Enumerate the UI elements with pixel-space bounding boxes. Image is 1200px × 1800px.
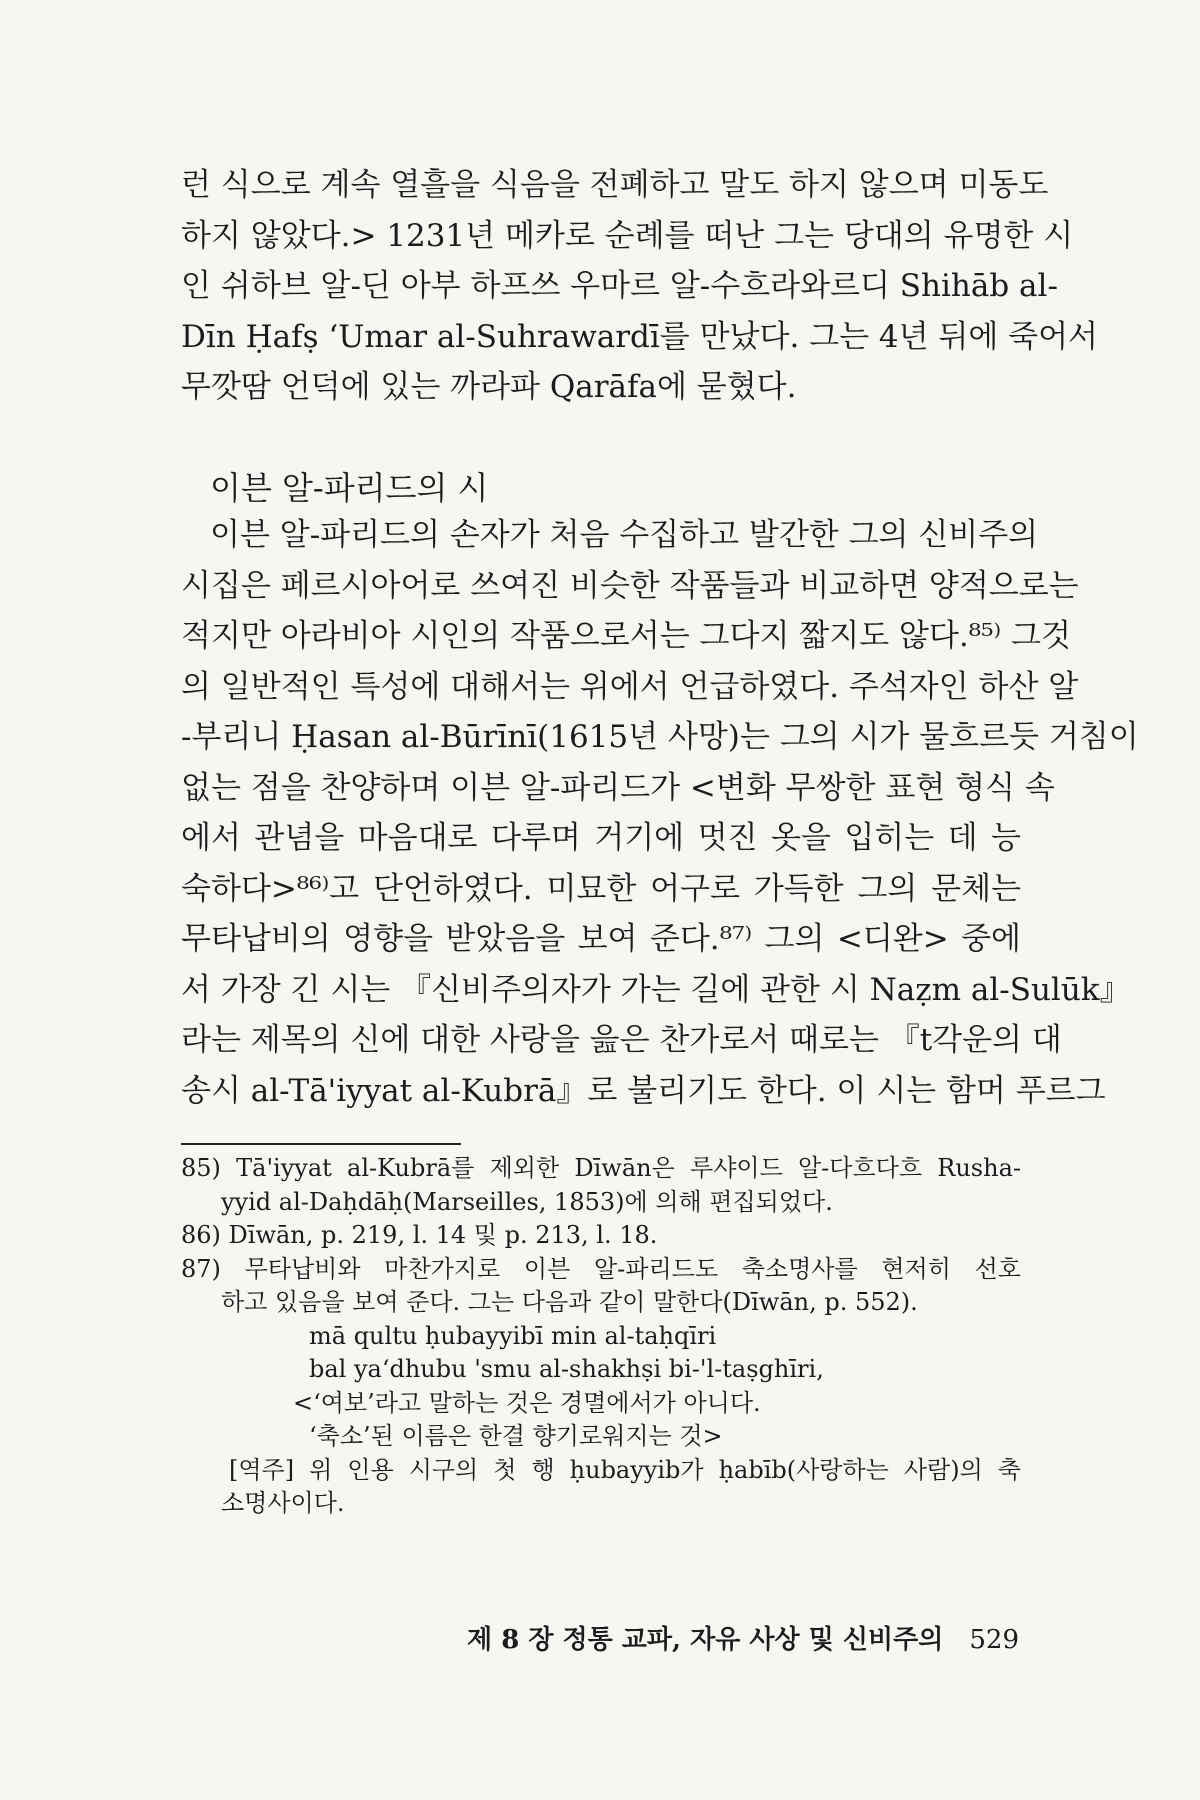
running-footer xyxy=(467,1620,1019,1660)
text-line: 숙하다>⁸⁶⁾고 단언하였다. 미묘한 어구로 가득한 그의 문체는 xyxy=(181,870,1021,907)
text-line: 시집은 페르시아어로 쓰여진 비슷한 작품들과 비교하면 양적으로는 xyxy=(181,567,1079,604)
quoted-verse-line: mā qultu ḥubayyibī min al-taḥqīri xyxy=(309,1321,717,1350)
text-line: Dīn Ḥafṣ ‘Umar al-Suhrawardī를 만났다. 그는 4년 뒤에 죽어서 xyxy=(181,318,1099,355)
translator-note-continued: 소명사이다. xyxy=(221,1489,345,1517)
section-heading: 이븐 알-파리드의 시 xyxy=(210,469,489,507)
body-paragraph-top xyxy=(181,160,1099,413)
text-line: -부리니 Ḥasan al-Būrīnī(1615년 사망)는 그의 시가 물흐르듯 거침이 xyxy=(181,719,1139,755)
body-paragraph-main xyxy=(181,510,1139,1116)
quoted-verse-line: bal ya‘dhubu 'smu al-shakhṣi bi-'l-taṣghīri, xyxy=(309,1355,824,1383)
text-line: 무타납비의 영향을 받았음을 보여 준다.⁸⁷⁾ 그의 <디완> 중에 xyxy=(181,921,1021,957)
text-line: 하지 않았다.> 1231년 메카로 순례를 떠난 그는 당대의 유명한 시 xyxy=(181,217,1074,254)
translator-note: [역주] 위 인용 시구의 첫 행 ḥubayyib가 ḥabīb(사랑하는 사람)의 축 xyxy=(229,1455,1021,1484)
footnote-85: 85) Tā'iyyat al-Kubrā를 제외한 Dīwān은 루샤이드 알-다흐다흐 Rusha- xyxy=(181,1154,1021,1182)
chapter-title: 제 8 장 정통 교파, 자유 사상 및 신비주의 xyxy=(467,1625,944,1655)
verse-translation-line: ‘축소’된 이름은 한결 향기로워지는 것> xyxy=(309,1422,723,1450)
text-line: 런 식으로 계속 열흘을 식음을 전폐하고 말도 하지 않으며 미동도 xyxy=(181,167,1049,203)
text-line: 인 쉬하브 알-딘 아부 하프쓰 우마르 알-수흐라와르디 Shihāb al- xyxy=(181,268,1058,304)
footnote-87: 87) 무타납비와 마찬가지로 이븐 알-파리드도 축소명사를 현저히 선호 xyxy=(181,1254,1021,1283)
footnotes xyxy=(181,1152,1021,1521)
page-number: 529 xyxy=(969,1625,1019,1655)
footnote-divider xyxy=(181,1143,461,1145)
text-line: 서 가장 긴 시는 『신비주의자가 가는 길에 관한 시 Naẓm al-Sulūk』 xyxy=(181,971,1131,1008)
footnote-85-continued: yyid al-Daḥdāḥ(Marseilles, 1853)에 의해 편집되었다. xyxy=(221,1187,833,1216)
text-line: 라는 제목의 신에 대한 사랑을 읊은 찬가로서 때로는 『t각운의 대 xyxy=(181,1022,1062,1058)
footnote-87-continued: 하고 있음을 보여 준다. 그는 다음과 같이 말한다(Dīwān, p. 552). xyxy=(221,1288,918,1316)
text-line: 에서 관념을 마음대로 다루며 거기에 멋진 옷을 입히는 데 능 xyxy=(181,820,1021,856)
text-line: 무깟땀 언덕에 있는 까라파 Qarāfa에 묻혔다. xyxy=(181,369,797,405)
text-line: 이븐 알-파리드의 손자가 처음 수집하고 발간한 그의 신비주의 xyxy=(210,517,1039,553)
footnote-86: 86) Dīwān, p. 219, l. 14 및 p. 213, l. 18. xyxy=(181,1221,658,1249)
text-line: 송시 al-Tā'iyyat al-Kubrā』로 불리기도 한다. 이 시는 함머 푸르그 xyxy=(181,1072,1106,1109)
text-line: 의 일반적인 특성에 대해서는 위에서 언급하였다. 주석자인 하산 알 xyxy=(181,668,1079,705)
text-line: 적지만 아라비아 시인의 작품으로서는 그다지 짧지도 않다.⁸⁵⁾ 그것 xyxy=(181,618,1071,654)
verse-translation-line: <‘여보’라고 말하는 것은 경멸에서가 아니다. xyxy=(293,1388,761,1417)
text-line: 없는 점을 찬양하며 이븐 알-파리드가 <변화 무쌍한 표현 형식 속 xyxy=(181,769,1055,806)
